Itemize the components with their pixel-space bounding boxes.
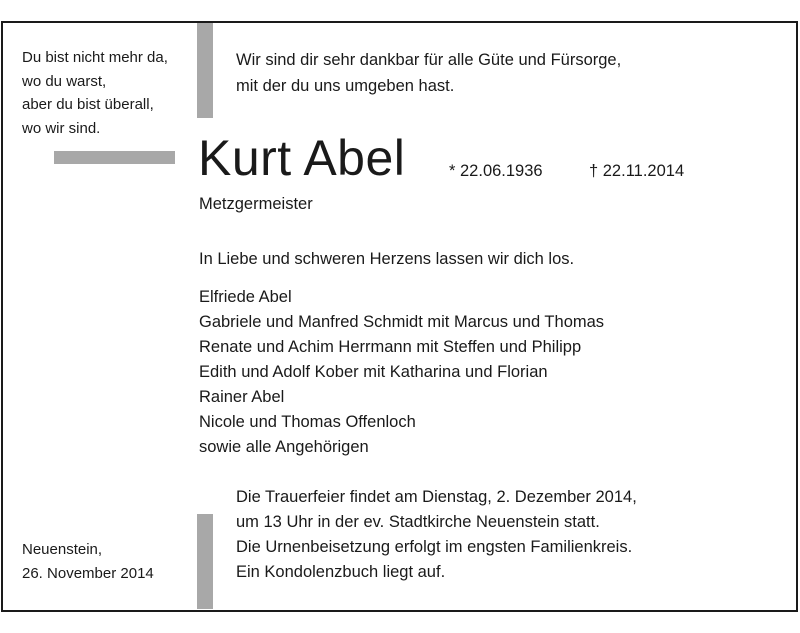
mourner: Gabriele und Manfred Schmidt mit Marcus und Thomas: [199, 313, 605, 331]
deceased-name: Kurt Abel: [198, 130, 406, 186]
profession: Metzgermeister: [199, 195, 313, 213]
funeral-line: Ein Kondolenzbuch liegt auf.: [236, 563, 446, 581]
mourner: Elfriede Abel: [199, 288, 292, 306]
place-date: [22, 538, 154, 585]
quote-line: wo wir sind.: [22, 119, 101, 137]
vertical-bar-top: [197, 23, 213, 118]
funeral-line: Die Urnenbeisetzung erfolgt im engsten Familienkreis.: [236, 538, 633, 556]
horizontal-bar: [54, 151, 175, 164]
funeral-line: um 13 Uhr in der ev. Stadtkirche Neuenstein statt.: [236, 513, 600, 531]
birth-date: * 22.06.1936: [449, 162, 543, 180]
date: 26. November 2014: [22, 564, 154, 582]
quote-line: wo du warst,: [22, 72, 107, 90]
mourner: sowie alle Angehörigen: [199, 438, 369, 456]
funeral-line: Die Trauerfeier findet am Dienstag, 2. Dezember 2014,: [236, 488, 637, 506]
funeral-info: [236, 485, 637, 585]
vertical-bar-bottom: [197, 514, 213, 609]
gratitude-text: [236, 47, 621, 99]
farewell-text: In Liebe und schweren Herzens lassen wir dich los.: [199, 250, 575, 268]
mourner: Edith und Adolf Kober mit Katharina und Florian: [199, 363, 548, 381]
mourners-list: [199, 285, 604, 460]
quote-line: aber du bist überall,: [22, 96, 154, 113]
death-date: † 22.11.2014: [589, 162, 685, 180]
mourner: Renate und Achim Herrmann mit Steffen und Philipp: [199, 338, 582, 356]
quote-left: [22, 46, 168, 140]
mourner: Rainer Abel: [199, 388, 285, 406]
gratitude-line: mit der du uns umgeben hast.: [236, 77, 455, 95]
quote-line: Du bist nicht mehr da,: [22, 49, 168, 66]
gratitude-line: Wir sind dir sehr dankbar für alle Güte und Fürsorge,: [236, 51, 622, 69]
place: Neuenstein,: [22, 541, 103, 558]
mourner: Nicole und Thomas Offenloch: [199, 413, 416, 431]
